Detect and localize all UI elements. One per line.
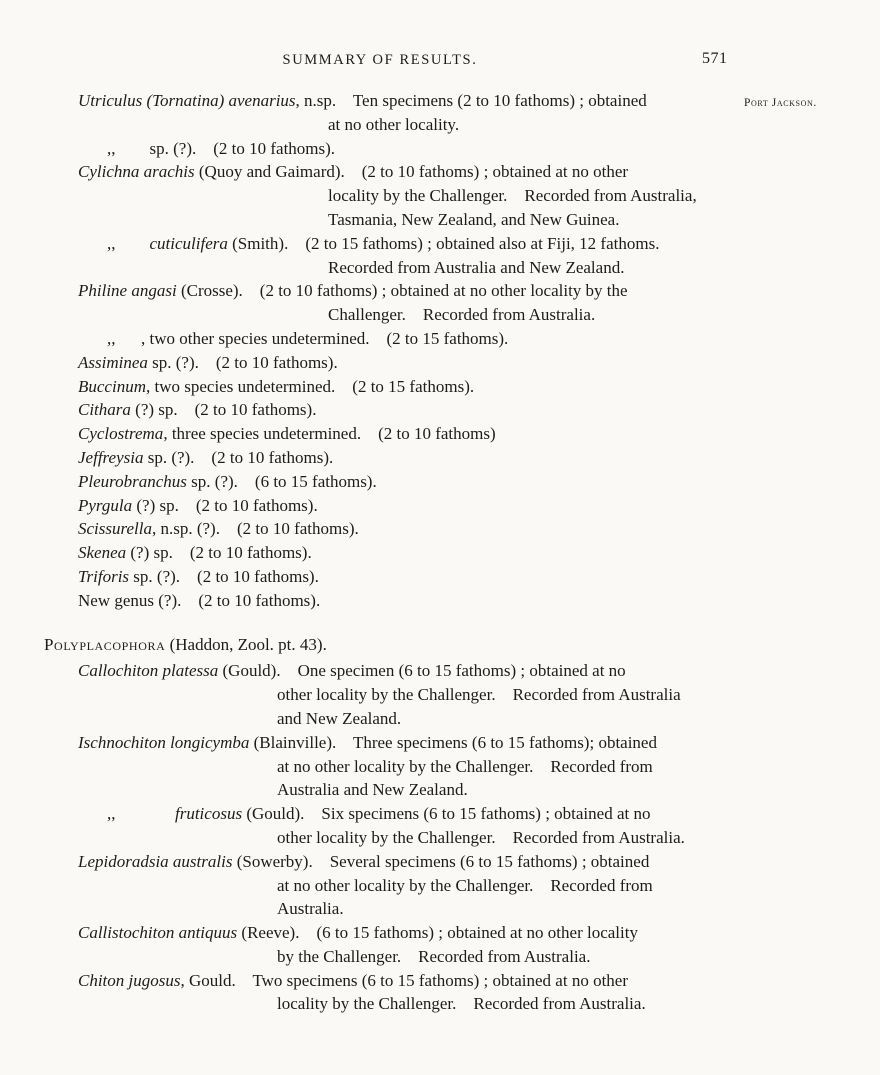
- text-segment: , n.sp. (?). (2 to 10 fathoms).: [151, 519, 359, 539]
- text-segment: ,,: [107, 804, 175, 824]
- species-name: Callochiton platessa: [78, 661, 219, 681]
- text-segment: Tasmania, New Zealand, and New Guinea.: [328, 209, 620, 229]
- species-name: Jeffreysia: [78, 447, 144, 467]
- text-line: [44, 375, 756, 399]
- text-segment: other locality by the Challenger. Recorded from Australia: [277, 685, 681, 705]
- text-segment: locality by the Challenger. Recorded from Australia,: [328, 186, 697, 206]
- text-line: [44, 802, 756, 826]
- text-segment: locality by the Challenger. Recorded from Australia.: [277, 994, 646, 1014]
- text-segment: at no other locality by the Challenger. Recorded from: [277, 875, 653, 895]
- text-segment: , two species undetermined. (2 to 15 fathoms).: [145, 376, 475, 396]
- text-segment: (?) sp. (2 to 10 fathoms).: [130, 400, 317, 420]
- text-line: [44, 446, 756, 470]
- text-line: [44, 969, 756, 993]
- species-name: fruticosus: [175, 804, 243, 824]
- species-name: Utriculus (Tornatina) avenarius: [78, 91, 296, 110]
- species-name: Skenea: [78, 543, 127, 563]
- species-name: Triforis: [78, 566, 130, 586]
- species-name: Cylichna arachis: [78, 162, 195, 182]
- text-segment: sp. (?). (2 to 10 fathoms).: [129, 566, 319, 586]
- species-name: Assiminea: [78, 352, 148, 372]
- text-line: [44, 137, 756, 161]
- text-line: [44, 208, 756, 232]
- text-segment: sp. (?). (2 to 10 fathoms).: [147, 352, 338, 372]
- text-line: [44, 731, 756, 755]
- text-line: [44, 89, 756, 113]
- text-line: [44, 826, 756, 850]
- page-header: SUMMARY OF RESULTS.: [282, 52, 478, 68]
- text-segment: at no other locality.: [328, 114, 460, 134]
- species-name: Ischnochiton longicymba: [78, 732, 250, 752]
- text-line: [44, 897, 756, 921]
- text-segment: Recorded from Australia and New Zealand.: [328, 257, 625, 277]
- text-line: [44, 351, 756, 375]
- text-segment: at no other locality by the Challenger. Recorded from: [277, 756, 653, 776]
- text-line: [44, 494, 756, 518]
- text-segment: (Sowerby). Several specimens (6 to 15 fathoms) ; obtained: [232, 851, 650, 871]
- text-segment: , Gould. Two specimens (6 to 15 fathoms) ; obtained at no other: [180, 970, 629, 990]
- text-line: [44, 470, 756, 494]
- species-name: Buccinum: [78, 376, 146, 396]
- text-line: [44, 517, 756, 541]
- text-line: [44, 541, 756, 565]
- text-segment: other locality by the Challenger. Recorded from Australia.: [277, 827, 685, 847]
- text-line: [44, 184, 756, 208]
- section-name: Polyplacophora: [44, 634, 166, 654]
- text-line: [44, 921, 756, 945]
- text-segment: (Smith). (2 to 15 fathoms) ; obtained also at Fiji, 12 fathoms.: [227, 233, 660, 253]
- text-segment: (Gould). Six specimens (6 to 15 fathoms) ; obtained at no: [242, 804, 651, 824]
- species-name: Scissurella: [78, 519, 152, 539]
- text-line: [44, 256, 756, 280]
- text-segment: (Reeve). (6 to 15 fathoms) ; obtained at no other locality: [237, 923, 638, 943]
- text-segment: (?) sp. (2 to 10 fathoms).: [126, 543, 312, 563]
- text-line: [44, 303, 756, 327]
- species-name: Cyclostrema: [78, 424, 164, 444]
- text-line: [44, 992, 756, 1016]
- text-line: [44, 113, 756, 137]
- text-segment: (Haddon, Zool. pt. 43).: [165, 634, 327, 654]
- text-segment: New genus (?). (2 to 10 fathoms).: [78, 590, 321, 610]
- text-segment: Australia.: [277, 899, 344, 919]
- text-line: [44, 707, 756, 731]
- text-line: [44, 945, 756, 969]
- text-line: [44, 232, 756, 256]
- text-segment: (Gould). One specimen (6 to 15 fathoms) ; obtained at no: [218, 661, 626, 681]
- section-heading: [44, 633, 756, 657]
- text-segment: ,, , two other species undetermined. (2 to 15 fathoms).: [107, 328, 509, 348]
- text-segment: sp. (?). (2 to 10 fathoms).: [143, 447, 334, 467]
- text-segment: , n.sp. Ten specimens (2 to 10 fathoms) ; obtained: [295, 91, 647, 110]
- text-line: [44, 279, 756, 303]
- text-line: [44, 589, 756, 613]
- species-name: Pleurobranchus: [78, 471, 187, 491]
- text-line: [44, 755, 756, 779]
- species-name: Callistochiton antiquus: [78, 923, 238, 943]
- text-segment: ,,: [107, 233, 150, 253]
- text-line: [44, 422, 756, 446]
- text-line: [44, 874, 756, 898]
- text-line: [44, 850, 756, 874]
- species-name: Pyrgula: [78, 495, 133, 515]
- text-line: [44, 659, 756, 683]
- species-name: Philine angasi: [78, 281, 177, 301]
- text-line: [44, 160, 756, 184]
- species-name: Cithara: [78, 400, 131, 420]
- species-name: Chiton jugosus: [78, 970, 181, 990]
- text-line: [44, 778, 756, 802]
- text-segment: (Quoy and Gaimard). (2 to 10 fathoms) ; obtained at no other: [194, 162, 629, 182]
- margin-note: Port Jackson.: [744, 97, 817, 109]
- text-segment: (Crosse). (2 to 10 fathoms) ; obtained at no other locality by the: [176, 281, 628, 301]
- text-line: [44, 683, 756, 707]
- text-segment: , three species undetermined. (2 to 10 fathoms): [163, 424, 496, 444]
- text-line: [44, 398, 756, 422]
- text-segment: Australia and New Zealand.: [277, 780, 468, 800]
- text-segment: sp. (?). (6 to 15 fathoms).: [186, 471, 377, 491]
- text-segment: and New Zealand.: [277, 708, 402, 728]
- text-segment: (Blainville). Three specimens (6 to 15 fathoms); obtained: [249, 732, 657, 752]
- page-number: 571: [702, 50, 728, 67]
- species-name: cuticulifera: [149, 233, 228, 253]
- species-name: Lepidoradsia australis: [78, 851, 233, 871]
- text-segment: (?) sp. (2 to 10 fathoms).: [132, 495, 318, 515]
- text-line: [44, 327, 756, 351]
- text-block: [44, 89, 756, 1016]
- text-line: [44, 565, 756, 589]
- text-segment: Challenger. Recorded from Australia.: [328, 305, 596, 325]
- text-segment: ,, sp. (?). (2 to 10 fathoms).: [107, 138, 336, 158]
- text-segment: by the Challenger. Recorded from Australia.: [277, 946, 591, 966]
